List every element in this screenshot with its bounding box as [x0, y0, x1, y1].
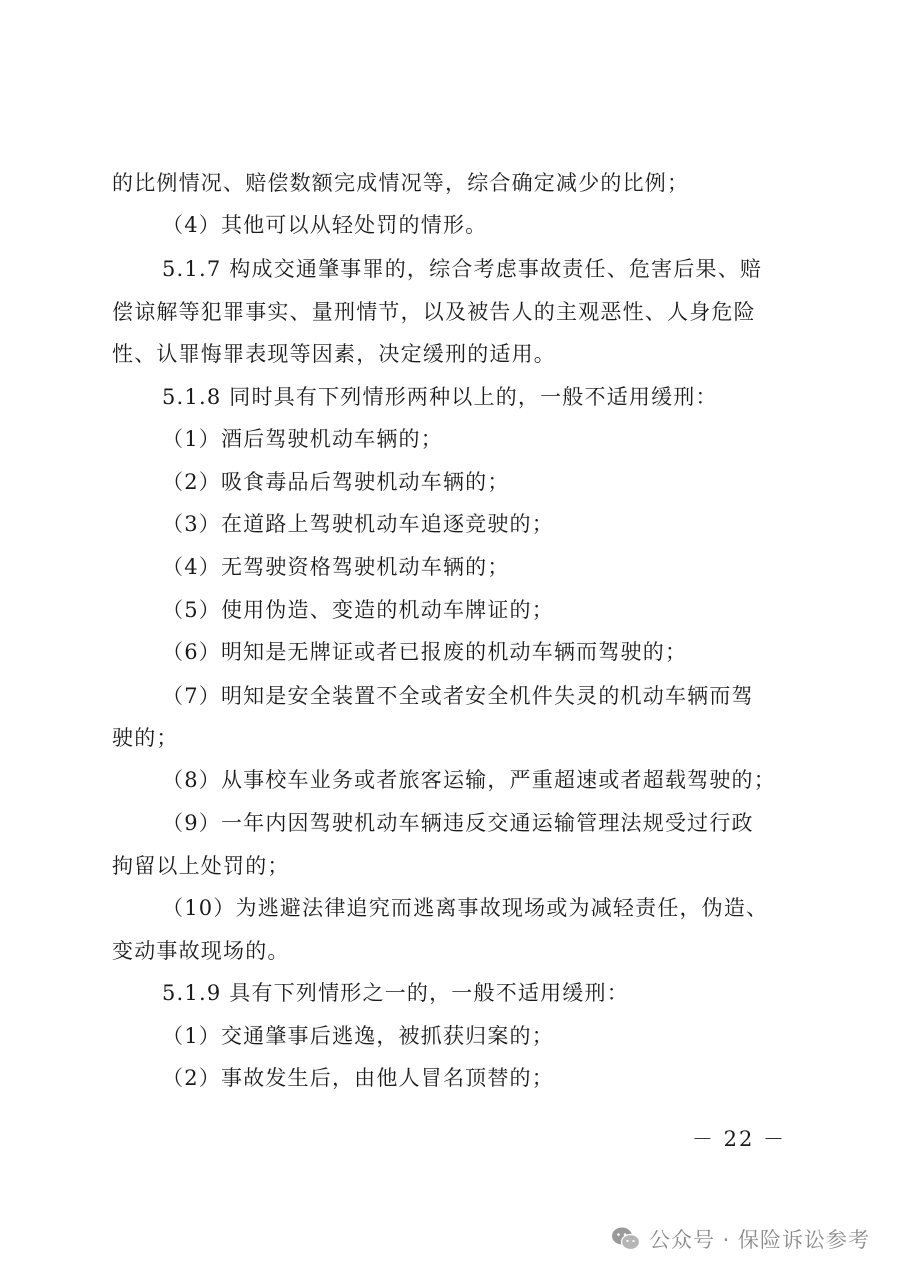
- text-line: （1）酒后驾驶机动车辆的；: [162, 427, 443, 451]
- text-line: 5.1.7 构成交通肇事罪的，综合考虑事故责任、危害后果、赔: [162, 257, 763, 281]
- page-number: － 22 －: [691, 1127, 786, 1151]
- text-line: 5.1.9 具有下列情形之一的，一般不适用缓刑：: [162, 981, 629, 1005]
- text-line: 驶的；: [112, 726, 179, 750]
- watermark: [611, 1222, 870, 1256]
- text-line: （10）为逃避法律追究而逃离事故现场或为减轻责任，伪造、: [162, 896, 769, 920]
- text-line: 偿谅解等犯罪事实、量刑情节，以及被告人的主观恶性、人身危险: [112, 300, 756, 324]
- text-line: （1）交通肇事后逃逸，被抓获归案的；: [162, 1024, 554, 1048]
- text-line: 的比例情况、赔偿数额完成情况等，综合确定减少的比例；: [112, 171, 690, 195]
- text-line: 变动事故现场的。: [112, 939, 290, 963]
- watermark-text: 公众号 · 保险诉讼参考: [648, 1228, 870, 1252]
- text-line: （7）明知是安全装置不全或者安全机件失灵的机动车辆而驾: [162, 684, 754, 708]
- text-line: （6）明知是无牌证或者已报废的机动车辆而驾驶的；: [162, 640, 688, 664]
- text-line: （2）事故发生后，由他人冒名顶替的；: [162, 1066, 554, 1090]
- text-line: （4）其他可以从轻处罚的情形。: [162, 213, 488, 237]
- text-line: （2）吸食毒品后驾驶机动车辆的；: [162, 470, 510, 494]
- wechat-icon: [611, 1226, 641, 1252]
- text-line: （5）使用伪造、变造的机动车牌证的；: [162, 598, 554, 622]
- text-line: 5.1.8 同时具有下列情形两种以上的，一般不适用缓刑：: [162, 385, 718, 409]
- text-line: 性、认罪悔罪表现等因素，决定缓刑的适用。: [112, 342, 556, 366]
- text-line: （8）从事校车业务或者旅客运输，严重超速或者超载驾驶的；: [162, 768, 776, 792]
- text-line: （4）无驾驶资格驾驶机动车辆的；: [162, 555, 510, 579]
- text-line: （3）在道路上驾驶机动车追逐竞驶的；: [162, 512, 554, 536]
- text-line: 拘留以上处罚的；: [112, 854, 290, 878]
- text-line: （9）一年内因驾驶机动车辆违反交通运输管理法规受过行政: [162, 811, 754, 835]
